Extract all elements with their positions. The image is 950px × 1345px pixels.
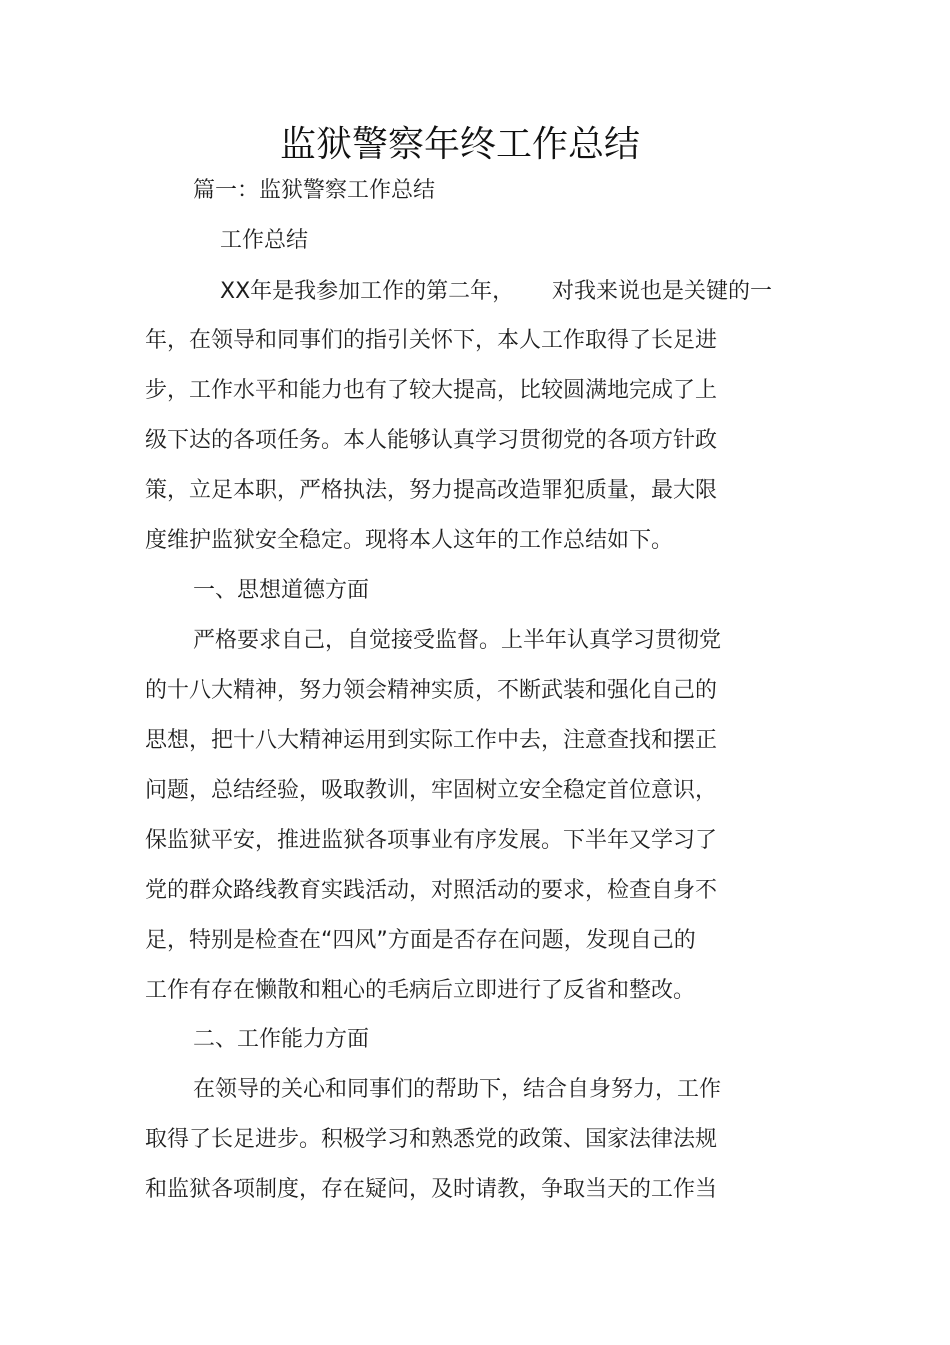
paragraph-2-line-1: 严格要求自己，自觉接受监督。上半年认真学习贯彻党 xyxy=(193,628,722,653)
paragraph-3-line-1: 在领导的关心和同事们的帮助下，结合自身努力，工作 xyxy=(193,1077,722,1102)
paragraph-1-line-1b: 对我来说也是关键的一 xyxy=(552,279,773,304)
paragraph-2-line: 足，特别是检查在“四风”方面是否存在问题，发现自己的 xyxy=(145,928,696,953)
paragraph-1-line: 步，工作水平和能力也有了较大提高，比较圆满地完成了上 xyxy=(145,378,718,403)
paragraph-2-line: 问题，总结经验，吸取教训，牢固树立安全稳定首位意识， xyxy=(145,778,718,803)
paragraph-1-line: 级下达的各项任务。本人能够认真学习贯彻党的各项方针政 xyxy=(145,428,718,453)
paragraph-3-line: 取得了长足进步。积极学习和熟悉党的政策、国家法律法规 xyxy=(145,1127,718,1152)
heading-ideology-morality: 一、思想道德方面 xyxy=(193,578,370,603)
paragraph-1-line: 年，在领导和同事们的指引关怀下，本人工作取得了长足进 xyxy=(145,328,718,353)
sub-heading: 工作总结 xyxy=(220,228,309,253)
paragraph-2-line: 党的群众路线教育实践活动，对照活动的要求，检查自身不 xyxy=(145,878,718,903)
paragraph-2-line: 思想，把十八大精神运用到实际工作中去，注意查找和摆正 xyxy=(145,728,718,753)
paragraph-1-line: 策，立足本职，严格执法，努力提高改造罪犯质量，最大限 xyxy=(145,478,718,503)
paragraph-1-line: 度维护监狱安全稳定。现将本人这年的工作总结如下。 xyxy=(145,528,674,553)
section-heading: 篇一：监狱警察工作总结 xyxy=(193,178,436,203)
paragraph-3-line: 和监狱各项制度，存在疑问，及时请教，争取当天的工作当 xyxy=(145,1177,718,1202)
document-title: 监狱警察年终工作总结 xyxy=(279,124,640,165)
heading-work-ability: 二、工作能力方面 xyxy=(193,1027,370,1052)
paragraph-2-line: 工作有存在懒散和粗心的毛病后立即进行了反省和整改。 xyxy=(145,978,696,1003)
paragraph-2-line: 保监狱平安，推进监狱各项事业有序发展。下半年又学习了 xyxy=(145,828,718,853)
paragraph-1-line-1a: XX年是我参加工作的第二年， xyxy=(220,279,515,304)
paragraph-2-line: 的十八大精神，努力领会精神实质，不断武装和强化自己的 xyxy=(145,678,718,703)
